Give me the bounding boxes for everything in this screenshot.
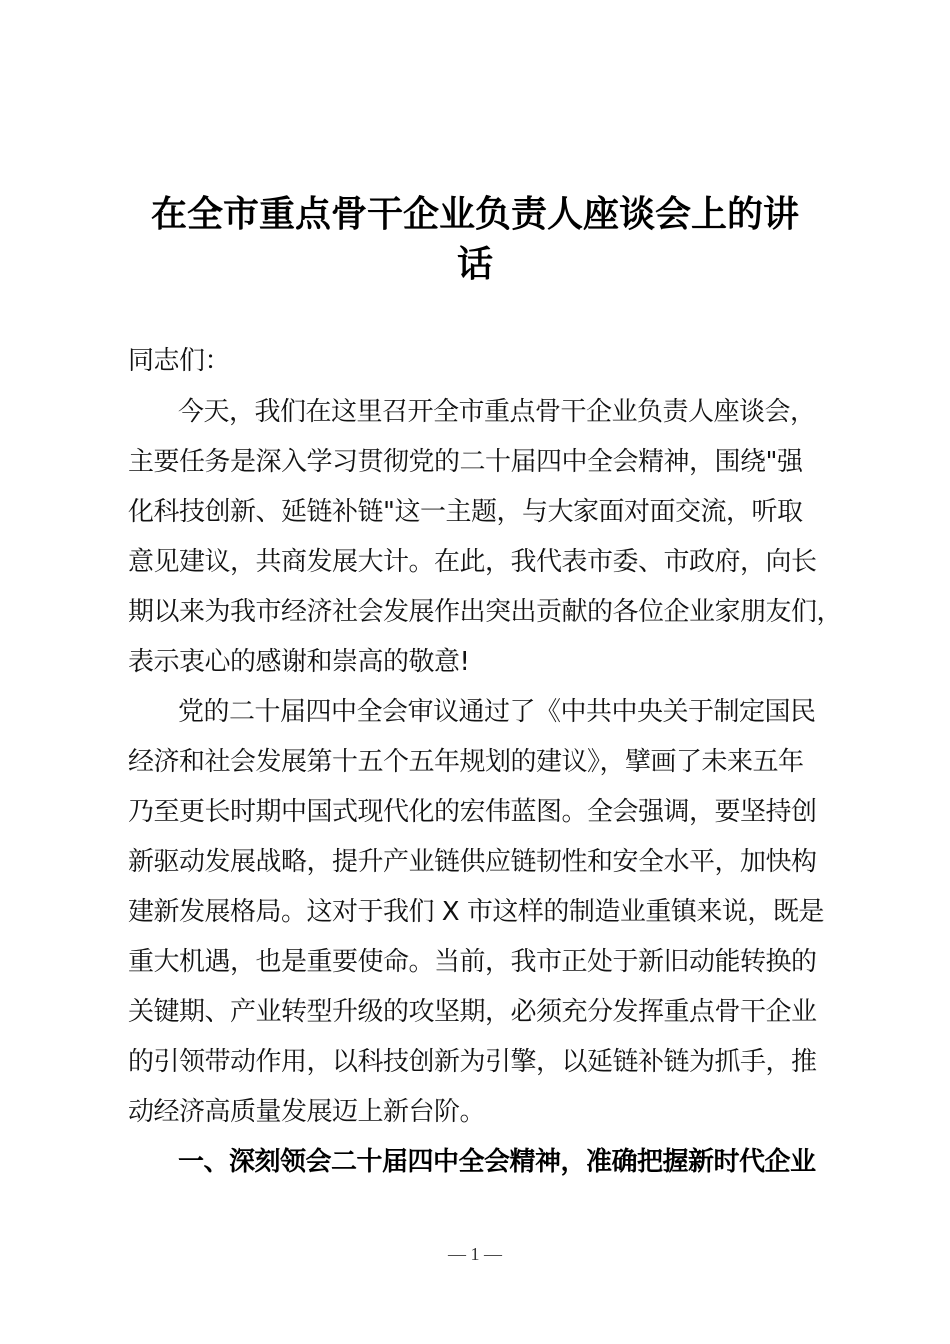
page-number: — 1 — [448,1244,502,1264]
paragraph-line: 建新发展格局。这对于我们 X 市这样的制造业重镇来说，既是 [128,897,824,927]
section-heading: 一、深刻领会二十届四中全会精神，准确把握新时代企业 [178,1147,816,1177]
paragraph-line: 的引领带动作用，以科技创新为引擎，以延链补链为抓手，推 [128,1047,817,1077]
paragraph-line: 意见建议，共商发展大计。在此，我代表市委、市政府，向长 [128,547,817,577]
paragraph-line: 新驱动发展战略，提升产业链供应链韧性和安全水平，加快构 [128,847,817,877]
salutation: 同志们： [128,346,231,376]
paragraph-line: 化科技创新、延链补链"这一主题，与大家面对面交流，听取 [128,497,803,527]
paragraph-line: 乃至更长时期中国式现代化的宏伟蓝图。全会强调，要坚持创 [128,797,817,827]
paragraph-line: 关键期、产业转型升级的攻坚期，必须充分发挥重点骨干企业 [128,997,817,1027]
document-title-line-1: 在全市重点骨干企业负责人座谈会上的讲 [150,194,799,235]
paragraph-line: 期以来为我市经济社会发展作出突出贡献的各位企业家朋友们， [128,597,843,627]
paragraph-line: 表示衷心的感谢和崇高的敬意! [128,647,470,677]
paragraph-line: 动经济高质量发展迈上新台阶。 [128,1097,486,1127]
paragraph-line: 重大机遇，也是重要使命。当前，我市正处于新旧动能转换的 [128,947,817,977]
paragraph-line: 今天，我们在这里召开全市重点骨干企业负责人座谈会， [178,397,816,427]
document-title-line-2: 话 [456,244,493,285]
paragraph-line: 经济和社会发展第十五个五年规划的建议》，擘画了未来五年 [128,747,804,777]
paragraph-line: 主要任务是深入学习贯彻党的二十届四中全会精神，围绕"强 [128,447,803,477]
paragraph-line: 党的二十届四中全会审议通过了《中共中央关于制定国民 [178,697,816,727]
